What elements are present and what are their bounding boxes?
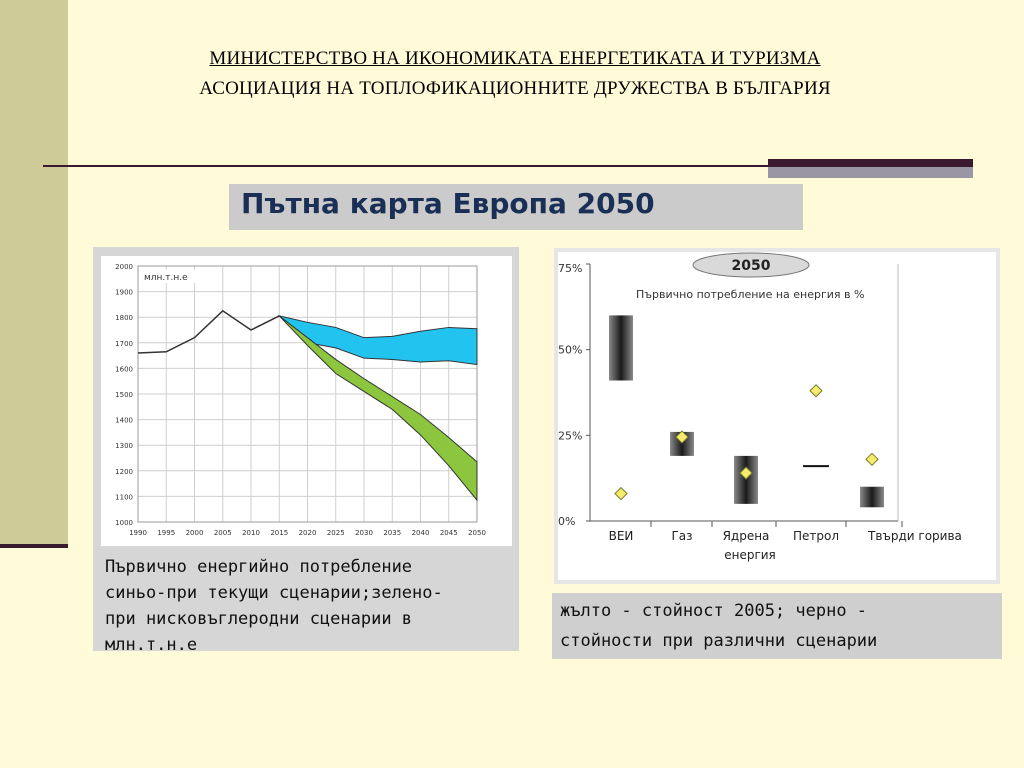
x-tick-label: 2035 [383, 529, 402, 537]
slide-title-box [229, 184, 803, 230]
left-chart-caption [105, 554, 515, 658]
association-heading: АСОЦИАЦИЯ НА ТОПЛОФИКАЦИОННИТЕ ДРУЖЕСТВА В БЪЛГАРИЯ [199, 78, 831, 99]
category-label: Твърди горива [868, 529, 962, 543]
y-tick-label: 0% [558, 515, 576, 528]
x-tick-label: 2040 [411, 529, 430, 537]
y-tick-label: 1700 [115, 339, 133, 348]
right-chart-plot-area [558, 252, 996, 580]
left-caption-line: при нисковъглеродни сценарии в [105, 609, 413, 629]
slide-title: Пътна карта Европа 2050 [241, 187, 655, 220]
y-tick-label: 1600 [115, 365, 133, 374]
y-tick-label: 1200 [115, 467, 133, 476]
x-tick-label: 2010 [242, 529, 260, 537]
category-label: Газ [671, 529, 693, 543]
y-tick-label: 1300 [115, 442, 133, 451]
header-divider-accent [768, 159, 973, 165]
x-tick-label: 2005 [213, 529, 232, 537]
x-tick-label: 2050 [468, 529, 486, 537]
right-chart-caption [552, 593, 1002, 659]
unit-label: млн.т.н.е [144, 273, 188, 283]
ministry-heading: МИНИСТЕРСТВО НА ИКОНОМИКАТА ЕНЕРГЕТИКАТА И ТУРИЗМА [209, 48, 821, 69]
left-chart-plot-area [101, 256, 512, 546]
x-tick-label: 2020 [298, 529, 317, 537]
left-caption-line: млн.т.н.е [105, 635, 198, 655]
y-tick-label: 50% [558, 343, 583, 357]
x-tick-label: 2025 [326, 529, 345, 537]
y-tick-label: 1000 [115, 519, 133, 527]
year-badge-label: 2050 [731, 258, 771, 274]
x-tick-label: 2000 [185, 529, 204, 537]
left-caption-line: синьо-при текущи сценарии;зелено- [105, 583, 443, 603]
y-tick-label: 1400 [115, 416, 133, 425]
left-caption-line: Първично енергийно потребление [105, 557, 413, 577]
energy-mix-chart [558, 252, 996, 580]
y-tick-label: 1900 [115, 288, 133, 297]
category-label: Ядрена [722, 529, 770, 543]
value-2005-marker [810, 385, 822, 397]
value-2005-marker [866, 453, 878, 465]
x-tick-label: 2015 [270, 529, 289, 537]
x-tick-label: 2030 [355, 529, 373, 537]
y-tick-label: 1500 [115, 391, 133, 399]
scenario-range-bar [609, 315, 633, 380]
value-2005-marker [615, 488, 627, 500]
y-tick-label: 1100 [115, 493, 133, 502]
x-tick-label: 1995 [157, 529, 176, 537]
x-tick-label: 1990 [129, 529, 147, 537]
y-tick-label: 2000 [115, 263, 133, 271]
category-label-line2: енергия [724, 548, 776, 562]
scenario-range-bar [734, 456, 758, 504]
category-label: Петрол [792, 529, 840, 543]
right-caption-line: жълто - стойност 2005; черно - [560, 601, 868, 621]
left-accent-bar [0, 0, 68, 548]
header-divider-shadow [768, 167, 973, 178]
y-tick-label: 1800 [115, 314, 133, 323]
y-tick-label: 25% [558, 429, 583, 443]
right-caption-line: стойности при различни сценарии [560, 631, 878, 651]
scenario-range-bar [860, 487, 884, 508]
chart-title: Първично потребление на енергия в % [636, 288, 865, 301]
y-tick-label: 75% [558, 262, 583, 275]
x-tick-label: 2045 [439, 529, 458, 537]
left-accent-rule [0, 544, 68, 548]
energy-consumption-chart [101, 256, 512, 546]
category-label: ВЕИ [608, 529, 634, 543]
